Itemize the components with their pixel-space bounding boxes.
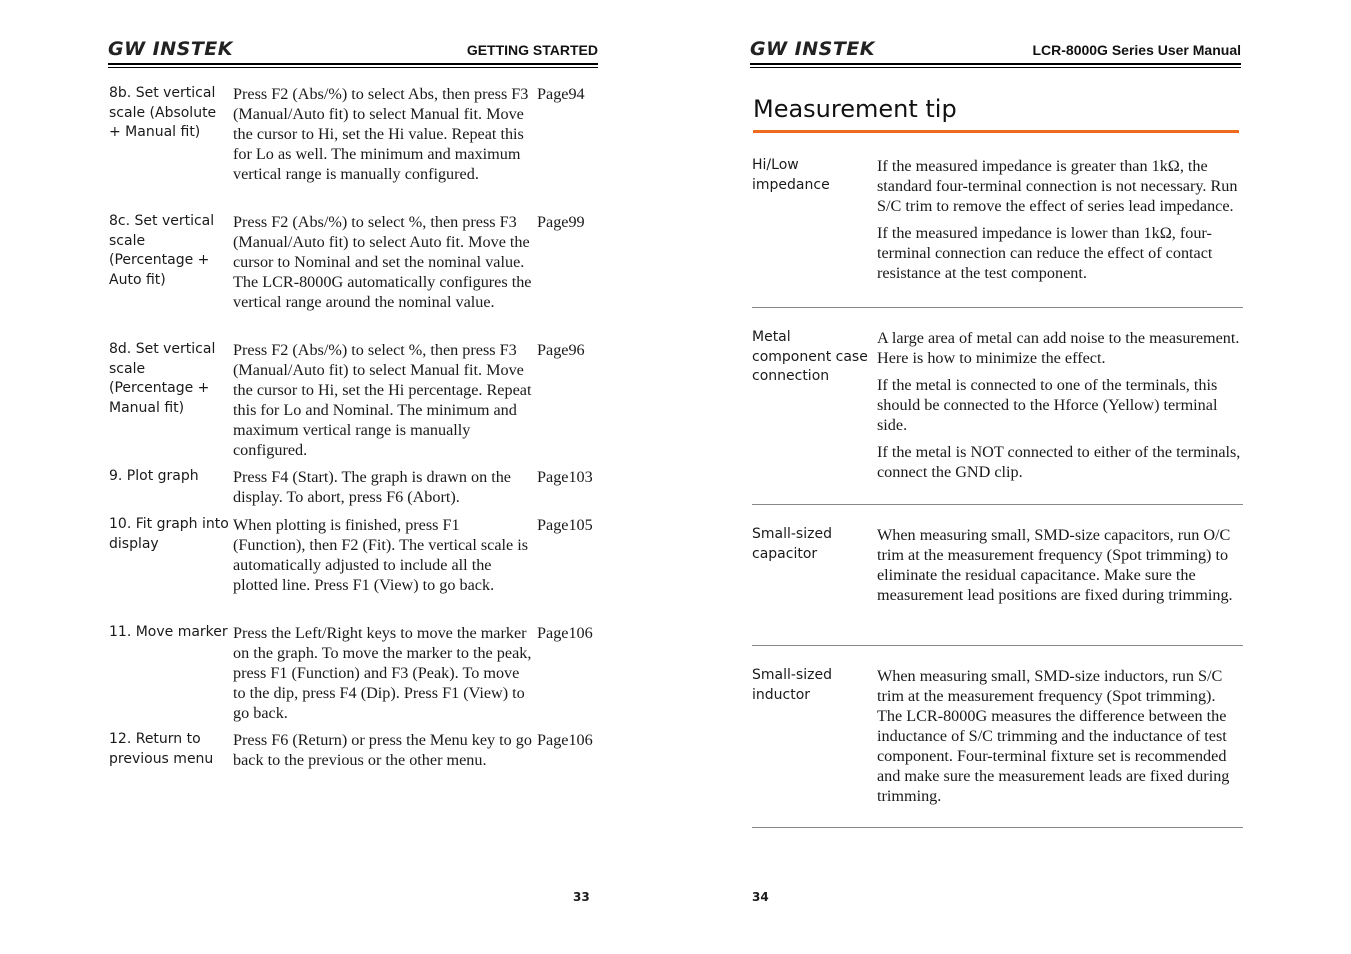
header-rule xyxy=(108,63,598,65)
header-rule-thin xyxy=(108,67,598,68)
tip-table xyxy=(752,156,1243,828)
step-description: Press F2 (Abs/%) to select %, then press F3 (Manual/Auto fit) to select Manual fit. Move the cursor to Hi, set the Hi percentage. Repeat this for Lo and Nominal. The minimum and maximum vertical range is manually configured. xyxy=(233,341,532,459)
page-reference: Page106 xyxy=(537,624,593,642)
step-description: Press F4 (Start). The graph is drawn on the display. To abort, press F6 (Abort). xyxy=(233,468,511,506)
step-label: 9. Plot graph xyxy=(109,468,199,484)
page-reference: Page106 xyxy=(537,731,593,749)
tip-paragraph: A large area of metal can add noise to the measurement. Here is how to minimize the effect. xyxy=(877,329,1240,367)
step-label: 10. Fit graph into display xyxy=(109,516,229,552)
step-label: 8d. Set vertical scale (Percentage + Manual fit) xyxy=(109,341,216,416)
step-row xyxy=(109,467,599,515)
step-row xyxy=(109,515,599,623)
tip-description xyxy=(877,666,1243,813)
tip-paragraph: When measuring small, SMD-size capacitors, run O/C trim at the measurement frequency (Spot trimming) to eliminate the residual capacitance. Make sure the measurement lead positions are fixed during trimming. xyxy=(877,526,1233,604)
header-rule-thin xyxy=(750,67,1241,68)
step-description: Press F2 (Abs/%) to select %, then press F3 (Manual/Auto fit) to select Auto fit. Move the cursor to Nominal and set the nominal value. The LCR-8000G automatically configures the vertical range around the nominal value. xyxy=(233,213,532,311)
tip-paragraph: If the metal is connected to one of the terminals, this should be connected to the Hforce (Yellow) terminal side. xyxy=(877,376,1218,434)
tip-paragraph: When measuring small, SMD-size inductors, run S/C trim at the measurement frequency (Spot trimming). The LCR-8000G measures the difference between the inductance of S/C trimming and the inductance of test component. Four-terminal fixture set is recommended and make sure the measurement leads are fixed during trimming. xyxy=(877,667,1230,805)
brand-logo: GW INSTEK xyxy=(750,38,875,60)
step-description: When plotting is finished, press F1 (Function), then F2 (Fit). The vertical scale is automatically adjusted to include all the plotted line. Press F1 (View) to go back. xyxy=(233,516,529,594)
page-reference: Page103 xyxy=(537,468,593,486)
page-reference: Page99 xyxy=(537,213,585,231)
step-label: 12. Return to previous menu xyxy=(109,731,214,767)
section-title: Measurement tip xyxy=(753,95,957,123)
page-reference: Page105 xyxy=(537,516,593,534)
step-description: Press F2 (Abs/%) to select Abs, then press F3 (Manual/Auto fit) to select Manual fit. Move the cursor to Hi, set the Hi value. Repeat this for Lo as well. The minimum and maximum vertical range is manually configured. xyxy=(233,85,529,183)
page-header xyxy=(108,38,598,70)
step-table xyxy=(109,84,599,798)
tip-row xyxy=(752,525,1243,646)
tip-row xyxy=(752,156,1243,308)
right-page xyxy=(675,0,1351,954)
tip-label: Small-sized inductor xyxy=(752,667,832,703)
tip-row xyxy=(752,328,1243,505)
step-row xyxy=(109,340,599,467)
tip-description xyxy=(877,156,1243,290)
tip-paragraph: If the measured impedance is lower than 1kΩ, four-terminal connection can reduce the effect of contact resistance at the test component. xyxy=(877,224,1213,282)
step-row xyxy=(109,212,599,340)
page-header xyxy=(750,38,1241,70)
tip-paragraph: If the measured impedance is greater than 1kΩ, the standard four-terminal connection is not necessary. Run S/C trim to remove the effect of series lead impedance. xyxy=(877,157,1238,215)
header-title: LCR-8000G Series User Manual xyxy=(1032,42,1241,58)
header-title: GETTING STARTED xyxy=(466,42,598,58)
left-page xyxy=(0,0,675,954)
step-description: Press F6 (Return) or press the Menu key to go back to the previous or the other menu. xyxy=(233,731,532,769)
section-title-rule xyxy=(753,130,1239,133)
tip-paragraph: If the metal is NOT connected to either of the terminals, connect the GND clip. xyxy=(877,443,1241,481)
page-reference: Page94 xyxy=(537,85,585,103)
page-number: 34 xyxy=(752,890,769,904)
step-description: Press the Left/Right keys to move the marker on the graph. To move the marker to the peak, press F1 (Function) and F3 (Peak). To move to the dip, press F4 (Dip). Press F1 (View) to go back. xyxy=(233,624,532,722)
tip-description xyxy=(877,525,1243,612)
tip-label: Hi/Low impedance xyxy=(752,157,830,193)
page-reference: Page96 xyxy=(537,341,585,359)
page-number: 33 xyxy=(573,890,590,904)
tip-row xyxy=(752,666,1243,828)
step-label: 8c. Set vertical scale (Percentage + Auto fit) xyxy=(109,213,215,288)
tip-label: Small-sized capacitor xyxy=(752,526,832,562)
step-row xyxy=(109,730,599,798)
step-row xyxy=(109,623,599,730)
step-label: 11. Move marker xyxy=(109,624,228,640)
step-label: 8b. Set vertical scale (Absolute + Manual fit) xyxy=(109,85,217,140)
brand-logo: GW INSTEK xyxy=(108,38,233,60)
step-row xyxy=(109,84,599,212)
tip-description xyxy=(877,328,1243,489)
header-rule xyxy=(750,63,1241,65)
tip-label: Metal component case connection xyxy=(752,329,868,384)
